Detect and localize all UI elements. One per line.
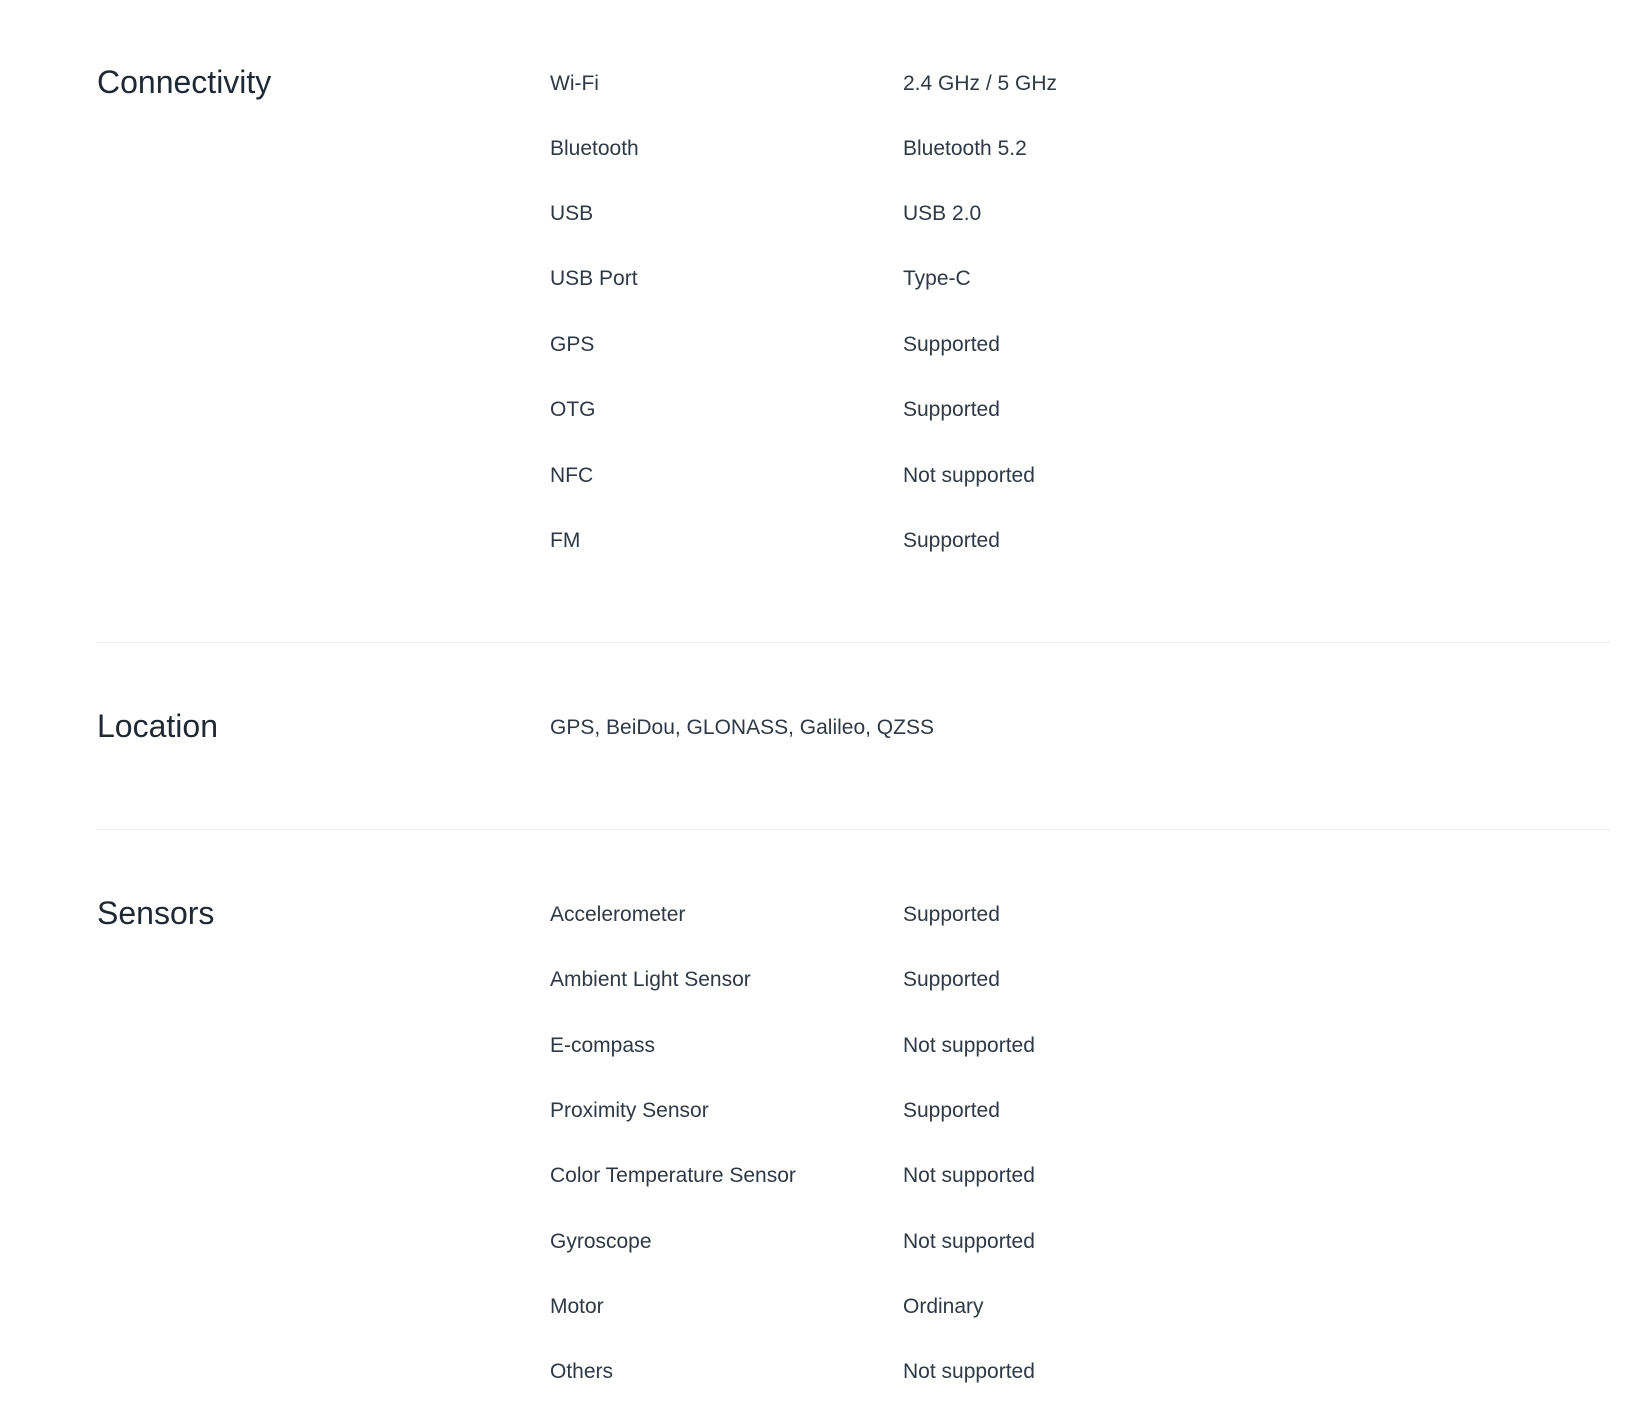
spec-row-wifi [97,64,1097,104]
spec-value: Not supported [903,1360,1035,1383]
spec-row-others [97,1352,1097,1392]
spec-row-e-compass [97,1026,1097,1066]
spec-value: Not supported [903,1034,1035,1057]
spec-label: Color Temperature Sensor [550,1164,796,1187]
spec-label: NFC [550,464,594,487]
spec-label: Motor [550,1295,604,1318]
spec-row-color-temperature [97,1156,1097,1196]
spec-value: Supported [903,968,1000,991]
spec-row-nfc [97,456,1097,496]
section-divider [97,642,1610,643]
spec-label: Ambient Light Sensor [550,968,751,991]
spec-value: Bluetooth 5.2 [903,137,1027,160]
spec-label: FM [550,529,581,552]
spec-row-proximity [97,1091,1097,1131]
spec-value: Ordinary [903,1295,984,1318]
spec-label: Accelerometer [550,903,686,926]
spec-value: 2.4 GHz / 5 GHz [903,72,1058,95]
spec-label: Bluetooth [550,137,639,160]
spec-row-motor [97,1287,1097,1327]
spec-label: Gyroscope [550,1230,652,1253]
spec-value: USB 2.0 [903,202,982,225]
spec-value: Not supported [903,1164,1035,1187]
spec-label: OTG [550,398,596,421]
spec-value: Not supported [903,464,1035,487]
spec-value: Type-C [903,267,971,290]
section-divider [97,829,1610,830]
sensors-title: Sensors [97,895,215,931]
spec-label: USB Port [550,267,638,290]
spec-value: Not supported [903,1230,1035,1253]
spec-label: Proximity Sensor [550,1099,709,1122]
spec-value: Supported [903,398,1000,421]
location-value: GPS, BeiDou, GLONASS, Galileo, QZSS [550,716,934,739]
spec-row-gyroscope [97,1222,1097,1262]
spec-label: USB [550,202,594,225]
connectivity-title: Connectivity [97,64,272,100]
spec-row-bluetooth [97,129,1097,169]
spec-row-gps [97,325,1097,365]
spec-value: Supported [903,903,1000,926]
spec-row-otg [97,390,1097,430]
spec-row-usb-port [97,259,1097,299]
spec-value: Supported [903,529,1000,552]
spec-label: Wi-Fi [550,72,599,95]
spec-label: Others [550,1360,614,1383]
spec-label: E-compass [550,1034,656,1057]
location-title: Location [97,708,218,744]
spec-row-location [97,708,1097,748]
spec-value: Supported [903,1099,1000,1122]
spec-label: GPS [550,333,595,356]
spec-row-fm [97,521,1097,561]
spec-value: Supported [903,333,1000,356]
spec-row-ambient-light [97,960,1097,1000]
spec-row-accelerometer [97,895,1097,935]
spec-row-usb [97,194,1097,234]
